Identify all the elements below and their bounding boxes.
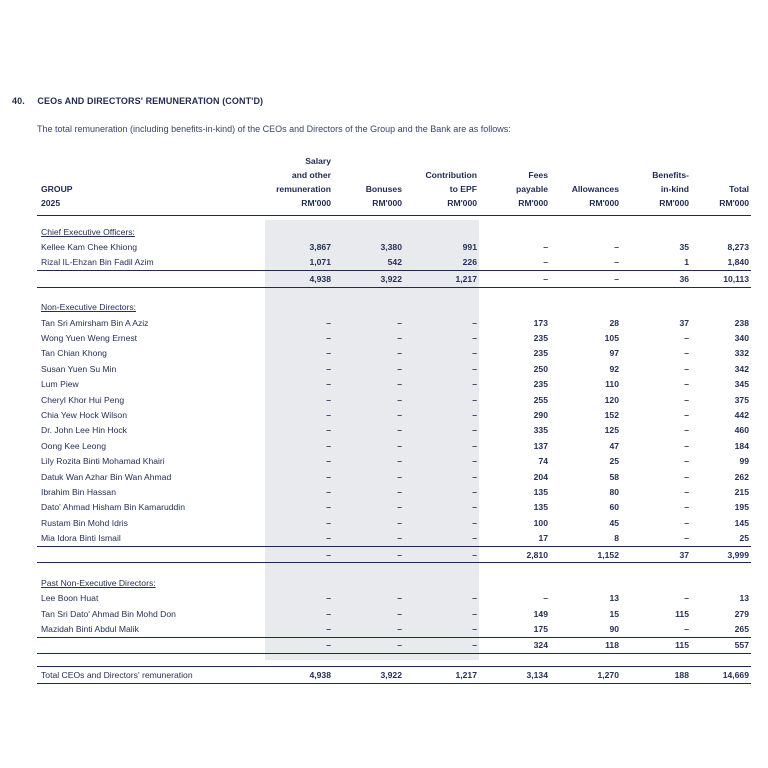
table-row [37,361,751,376]
table-row [37,315,751,330]
cell-fees: 250 [533,363,548,374]
header-salary [265,154,333,216]
row-label: Datuk Wan Azhar Bin Wan Ahmad [41,471,172,482]
cell-benefits: – [684,333,689,344]
row-label: Susan Yuen Su Min [41,363,117,374]
cell-bonuses: 542 [387,257,402,268]
cell-fees: – [543,242,548,253]
table-row [37,255,751,271]
cell-total: 145 [734,517,749,528]
cell-benefits: – [684,440,689,451]
cell-allowances: 80 [609,486,619,497]
header-line: Salary [305,156,331,166]
cell-fees: 335 [533,425,548,436]
cell-fees: 3,134 [479,667,550,683]
cell-epf: – [472,517,477,528]
cell-allowances: 152 [604,409,619,420]
cell-epf: – [472,317,477,328]
cell-epf: 1,217 [404,667,479,683]
cell-fees: 173 [533,317,548,328]
header-fees [479,154,550,216]
cell-benefits: 37 [679,317,689,328]
cell-epf: – [472,394,477,405]
header-row [37,154,751,216]
cell-bonuses: – [397,440,402,451]
header-line: Allowances [571,184,619,194]
cell-fees: 324 [479,637,550,653]
cell-bonuses: – [397,471,402,482]
cell-benefits: – [684,533,689,544]
spacer-cell [37,563,751,576]
cell-salary: 3,867 [309,242,331,253]
cell-fees: 135 [533,486,548,497]
cell-fees: 100 [533,517,548,528]
cell-epf: – [472,425,477,436]
cell-allowances: – [614,242,619,253]
cell-total: 460 [734,425,749,436]
cell-bonuses: – [397,394,402,405]
cell-allowances: 13 [609,593,619,604]
cell-fees: 17 [538,533,548,544]
cell-total: 10,113 [691,271,751,287]
cell-total: 238 [734,317,749,328]
cell-allowances: 90 [609,624,619,635]
cell-benefits: – [684,486,689,497]
header-group-year [37,154,265,216]
cell-salary: – [326,533,331,544]
header-bonuses [333,154,404,216]
cell-salary: – [326,624,331,635]
header-line: Bonuses [365,184,402,194]
cell-benefits: – [684,517,689,528]
subtotal-row [37,546,751,562]
row-label: Mia Idora Binti Ismail [41,533,121,544]
cell-fees: 235 [533,333,548,344]
cell-salary: – [326,379,331,390]
row-label: Lily Rozita Binti Mohamad Khairi [41,456,165,467]
table-row [37,591,751,606]
header-epf [404,154,479,216]
row-label: Cheryl Khor Hui Peng [41,394,125,405]
cell-salary: – [326,425,331,436]
cell-allowances: – [550,271,621,287]
cell-benefits: – [684,363,689,374]
table-row [37,530,751,546]
row-label: Total CEOs and Directors' remuneration [37,667,265,683]
table-row [37,423,751,438]
section-title: Chief Executive Officers: [41,226,135,237]
cell-benefits: – [684,456,689,467]
header-line: Fees [528,170,548,180]
header-line: RM'000 [518,198,548,208]
cell-bonuses: – [397,333,402,344]
cell-bonuses: – [397,593,402,604]
cell-salary: – [326,471,331,482]
cell-benefits: – [684,409,689,420]
cell-total: 279 [734,608,749,619]
cell-allowances: 1,152 [550,546,621,562]
cell-fees: – [479,271,550,287]
header-allowances [550,154,621,216]
section-title-row [37,300,751,315]
header-total [691,154,751,216]
row-label: Oong Kee Leong [41,440,106,451]
subtotal-row [37,637,751,653]
cell-total: 342 [734,363,749,374]
table-row [37,346,751,361]
cell-salary: – [326,394,331,405]
cell-allowances: 58 [609,471,619,482]
cell-epf: – [404,637,479,653]
cell-total: 99 [739,456,749,467]
cell-salary: – [265,637,333,653]
cell-bonuses: – [397,348,402,359]
table-row [37,392,751,407]
cell-epf: – [472,624,477,635]
cell-benefits: 37 [621,546,691,562]
cell-total: 442 [734,409,749,420]
cell-bonuses: – [397,409,402,420]
cell-allowances: 45 [609,517,619,528]
cell-allowances: 110 [605,379,619,390]
cell-epf: – [472,608,477,619]
cell-allowances: 118 [550,637,621,653]
cell-salary: – [326,363,331,374]
cell-benefits: 115 [675,608,689,619]
row-label [37,271,265,287]
cell-fees: 235 [533,379,548,390]
cell-total: 265 [734,624,749,635]
table-row [37,407,751,422]
spacer-row [37,216,751,225]
cell-salary: – [326,593,331,604]
cell-bonuses: – [397,456,402,467]
cell-allowances: 15 [609,608,619,619]
cell-total: 1,840 [727,257,749,268]
cell-epf: – [472,348,477,359]
table-row [37,469,751,484]
cell-epf: – [472,363,477,374]
cell-epf: – [472,533,477,544]
row-label: Ibrahim Bin Hassan [41,486,116,497]
row-label: Rustam Bin Mohd Idris [41,517,128,528]
header-line: payable [515,184,548,194]
cell-total: 3,999 [691,546,751,562]
remuneration-table-container [37,154,751,684]
cell-benefits: – [684,624,689,635]
cell-allowances: 120 [604,394,619,405]
cell-bonuses: – [333,546,404,562]
cell-bonuses: – [397,486,402,497]
row-label: Dr. John Lee Hin Hock [41,425,127,436]
cell-bonuses: – [397,317,402,328]
header-line: Contribution [425,170,477,180]
table-row [37,377,751,392]
cell-bonuses: – [397,533,402,544]
cell-salary: – [326,456,331,467]
header-line: remuneration [276,184,331,194]
cell-total: 332 [734,348,749,359]
spacer-row [37,563,751,576]
cell-total: 195 [734,502,749,513]
cell-epf: – [472,471,477,482]
cell-epf: – [472,502,477,513]
cell-salary: – [326,333,331,344]
cell-allowances: 1,270 [550,667,621,683]
cell-salary: 4,938 [265,271,333,287]
cell-bonuses: – [397,608,402,619]
section-title: Past Non-Executive Directors: [41,577,156,588]
cell-salary: 1,071 [309,257,331,268]
cell-epf: 1,217 [404,271,479,287]
cell-epf: – [472,333,477,344]
table-row [37,621,751,637]
cell-salary: – [326,440,331,451]
cell-salary: – [326,348,331,359]
row-label: Mazidah Binti Abdul Malik [41,624,139,635]
cell-total: 14,669 [691,667,751,683]
cell-allowances: 25 [609,456,619,467]
cell-fees: 255 [533,394,548,405]
header-line: RM'000 [589,198,619,208]
header-line: in-kind [660,184,689,194]
remuneration-table [37,154,751,684]
cell-epf: 226 [462,257,477,268]
row-label: Lee Boon Huat [41,593,99,604]
cell-allowances: 47 [609,440,619,451]
cell-fees: 175 [533,624,548,635]
cell-allowances: 105 [604,333,619,344]
cell-total: 184 [734,440,749,451]
cell-benefits: – [684,348,689,359]
cell-salary: – [326,317,331,328]
cell-epf: – [472,486,477,497]
header-line: RM'000 [719,198,749,208]
row-label: Chia Yew Hock Wilson [41,409,127,420]
cell-total: 345 [734,379,749,390]
header-line: GROUP [41,184,73,194]
section-title: CEOs AND DIRECTORS' REMUNERATION (CONT'D) [37,96,264,106]
row-label [37,637,265,653]
cell-salary: – [326,502,331,513]
cell-fees: – [543,257,548,268]
cell-total: 340 [734,333,749,344]
cell-allowances: 92 [609,363,619,374]
cell-allowances: – [614,257,619,268]
cell-total: 375 [734,394,749,405]
cell-epf: – [472,379,477,390]
cell-bonuses: – [333,637,404,653]
row-label: Tan Sri Amirsham Bin A Aziz [41,317,149,328]
cell-epf: – [472,409,477,420]
cell-allowances: 125 [604,425,619,436]
row-label: Tan Sri Dato' Ahmad Bin Mohd Don [41,608,176,619]
cell-benefits: – [684,593,689,604]
cell-epf: 991 [462,242,477,253]
cell-benefits: 35 [679,242,689,253]
header-benefits [621,154,691,216]
cell-bonuses: – [397,517,402,528]
cell-benefits: 115 [621,637,691,653]
cell-fees: – [543,593,548,604]
header-line: RM'000 [447,198,477,208]
cell-bonuses: – [397,502,402,513]
section-title-row [37,575,751,590]
cell-fees: 135 [533,502,548,513]
cell-salary: – [265,546,333,562]
cell-bonuses: – [397,379,402,390]
cell-epf: – [472,440,477,451]
cell-allowances: 60 [609,502,619,513]
cell-fees: 204 [533,471,548,482]
cell-total: 557 [691,637,751,653]
table-row [37,484,751,499]
cell-benefits: – [684,379,689,390]
cell-fees: 74 [538,456,548,467]
row-label: Dato' Ahmad Hisham Bin Kamaruddin [41,502,185,513]
section-title: Non-Executive Directors: [41,302,137,313]
cell-fees: 2,810 [479,546,550,562]
cell-bonuses: – [397,624,402,635]
header-line: 2025 [41,198,61,208]
table-row [37,515,751,530]
cell-epf: – [404,546,479,562]
header-line: RM'000 [301,198,331,208]
section-heading [12,96,263,106]
table-row [37,500,751,515]
cell-epf: – [472,456,477,467]
cell-salary: – [326,608,331,619]
cell-benefits: 36 [621,271,691,287]
cell-fees: 290 [533,409,548,420]
cell-bonuses: – [397,425,402,436]
header-line: to EPF [449,184,477,194]
cell-bonuses: 3,922 [333,271,404,287]
cell-allowances: 28 [609,317,619,328]
spacer-cell [37,216,751,225]
cell-salary: 4,938 [265,667,333,683]
header-line: RM'000 [372,198,402,208]
row-label [37,546,265,562]
header-line: Benefits- [652,170,689,180]
row-label: Wong Yuen Weng Ernest [41,333,138,344]
section-title-row [37,224,751,239]
cell-allowances: 8 [614,533,619,544]
spacer-cell [37,287,751,300]
total-row [37,667,751,683]
subtotal-row [37,271,751,287]
cell-benefits: 1 [684,257,689,268]
cell-salary: – [326,409,331,420]
spacer-row [37,287,751,300]
header-line: Total [729,184,749,194]
intro-text: The total remuneration (including benefits-in-kind) of the CEOs and Directors of the Group and the Bank are as follows: [37,124,511,134]
cell-bonuses: 3,922 [333,667,404,683]
row-label: Tan Chian Khong [41,348,107,359]
cell-bonuses: 3,380 [380,242,402,253]
cell-fees: 149 [533,608,548,619]
header-line: and other [291,170,331,180]
cell-total: 8,273 [727,242,749,253]
table-header [37,154,751,216]
row-label: Rizal IL-Ehzan Bin Fadil Azim [41,257,154,268]
cell-benefits: – [684,394,689,405]
cell-fees: 235 [533,348,548,359]
row-label: Lum Piew [41,379,79,390]
section-number: 40. [12,96,25,106]
cell-allowances: 97 [609,348,619,359]
table-row [37,239,751,254]
cell-benefits: – [684,471,689,482]
table-row [37,606,751,621]
cell-fees: 137 [533,440,548,451]
cell-bonuses: – [397,363,402,374]
spacer-row [37,654,751,667]
cell-total: 262 [734,471,749,482]
table-row [37,330,751,345]
cell-benefits: 188 [621,667,691,683]
cell-benefits: – [684,425,689,436]
header-line: RM'000 [659,198,689,208]
table-row [37,453,751,468]
cell-total: 13 [739,593,749,604]
cell-salary: – [326,486,331,497]
row-label: Kellee Kam Chee Khiong [41,242,138,253]
cell-total: 25 [739,533,749,544]
cell-total: 215 [734,486,749,497]
cell-epf: – [472,593,477,604]
table-body [37,216,751,684]
cell-benefits: – [684,502,689,513]
spacer-cell [37,654,751,667]
table-row [37,438,751,453]
cell-salary: – [326,517,331,528]
